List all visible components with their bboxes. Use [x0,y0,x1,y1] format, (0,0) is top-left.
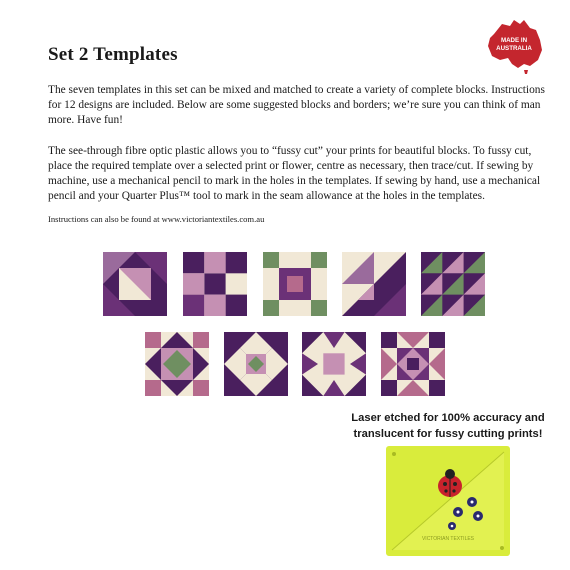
quilt-block-6 [145,332,209,396]
quilt-block-4 [342,252,406,316]
badge-line1: MADE IN [500,37,528,44]
quilt-block-8 [302,332,366,396]
quilt-block-9 [381,332,445,396]
quilt-block-7 [224,332,288,396]
quilt-block-2 [183,252,247,316]
caption-line2: translucent for fussy cutting prints! [353,428,543,440]
australia-map-icon [488,20,542,68]
made-in-australia-badge [484,16,546,76]
caption [338,410,558,442]
quilt-block-1 [103,252,167,316]
quilt-block-3 [263,252,327,316]
quilt-block-5 [421,252,485,316]
template-etched-text: VICTORIAN TEXTILES [421,536,475,542]
caption-line1: Laser etched for 100% accuracy and [351,412,545,424]
template-photo [386,446,510,556]
badge-line2: AUSTRALIA [496,45,532,52]
page-title: Set 2 Templates [48,44,178,65]
fussy-cut-paragraph: The see-through fibre optic plastic allows you to “fussy cut” your prints for beautiful blocks. To fussy cut, place the required template over a selected print or flower, centre as necessary, then trace/cut. If sewing by machine, use a mechanical pencil to mark in the holes in the templates. If sewing by hand, use a mechanical pencil and your Quarter Plus™ tool to mark in the seam allowance at the holes in the templates. [48,145,541,202]
intro-paragraph: The seven templates in this set can be mixed and matched to create a variety of complete blocks. Instructions for 12 designs are included. Below are some suggested blocks and borders; we’re sure you can think of man more. Have fun! [48,84,545,126]
instructions-note: Instructions can also be found at www.victoriantextiles.com.au [48,214,265,224]
